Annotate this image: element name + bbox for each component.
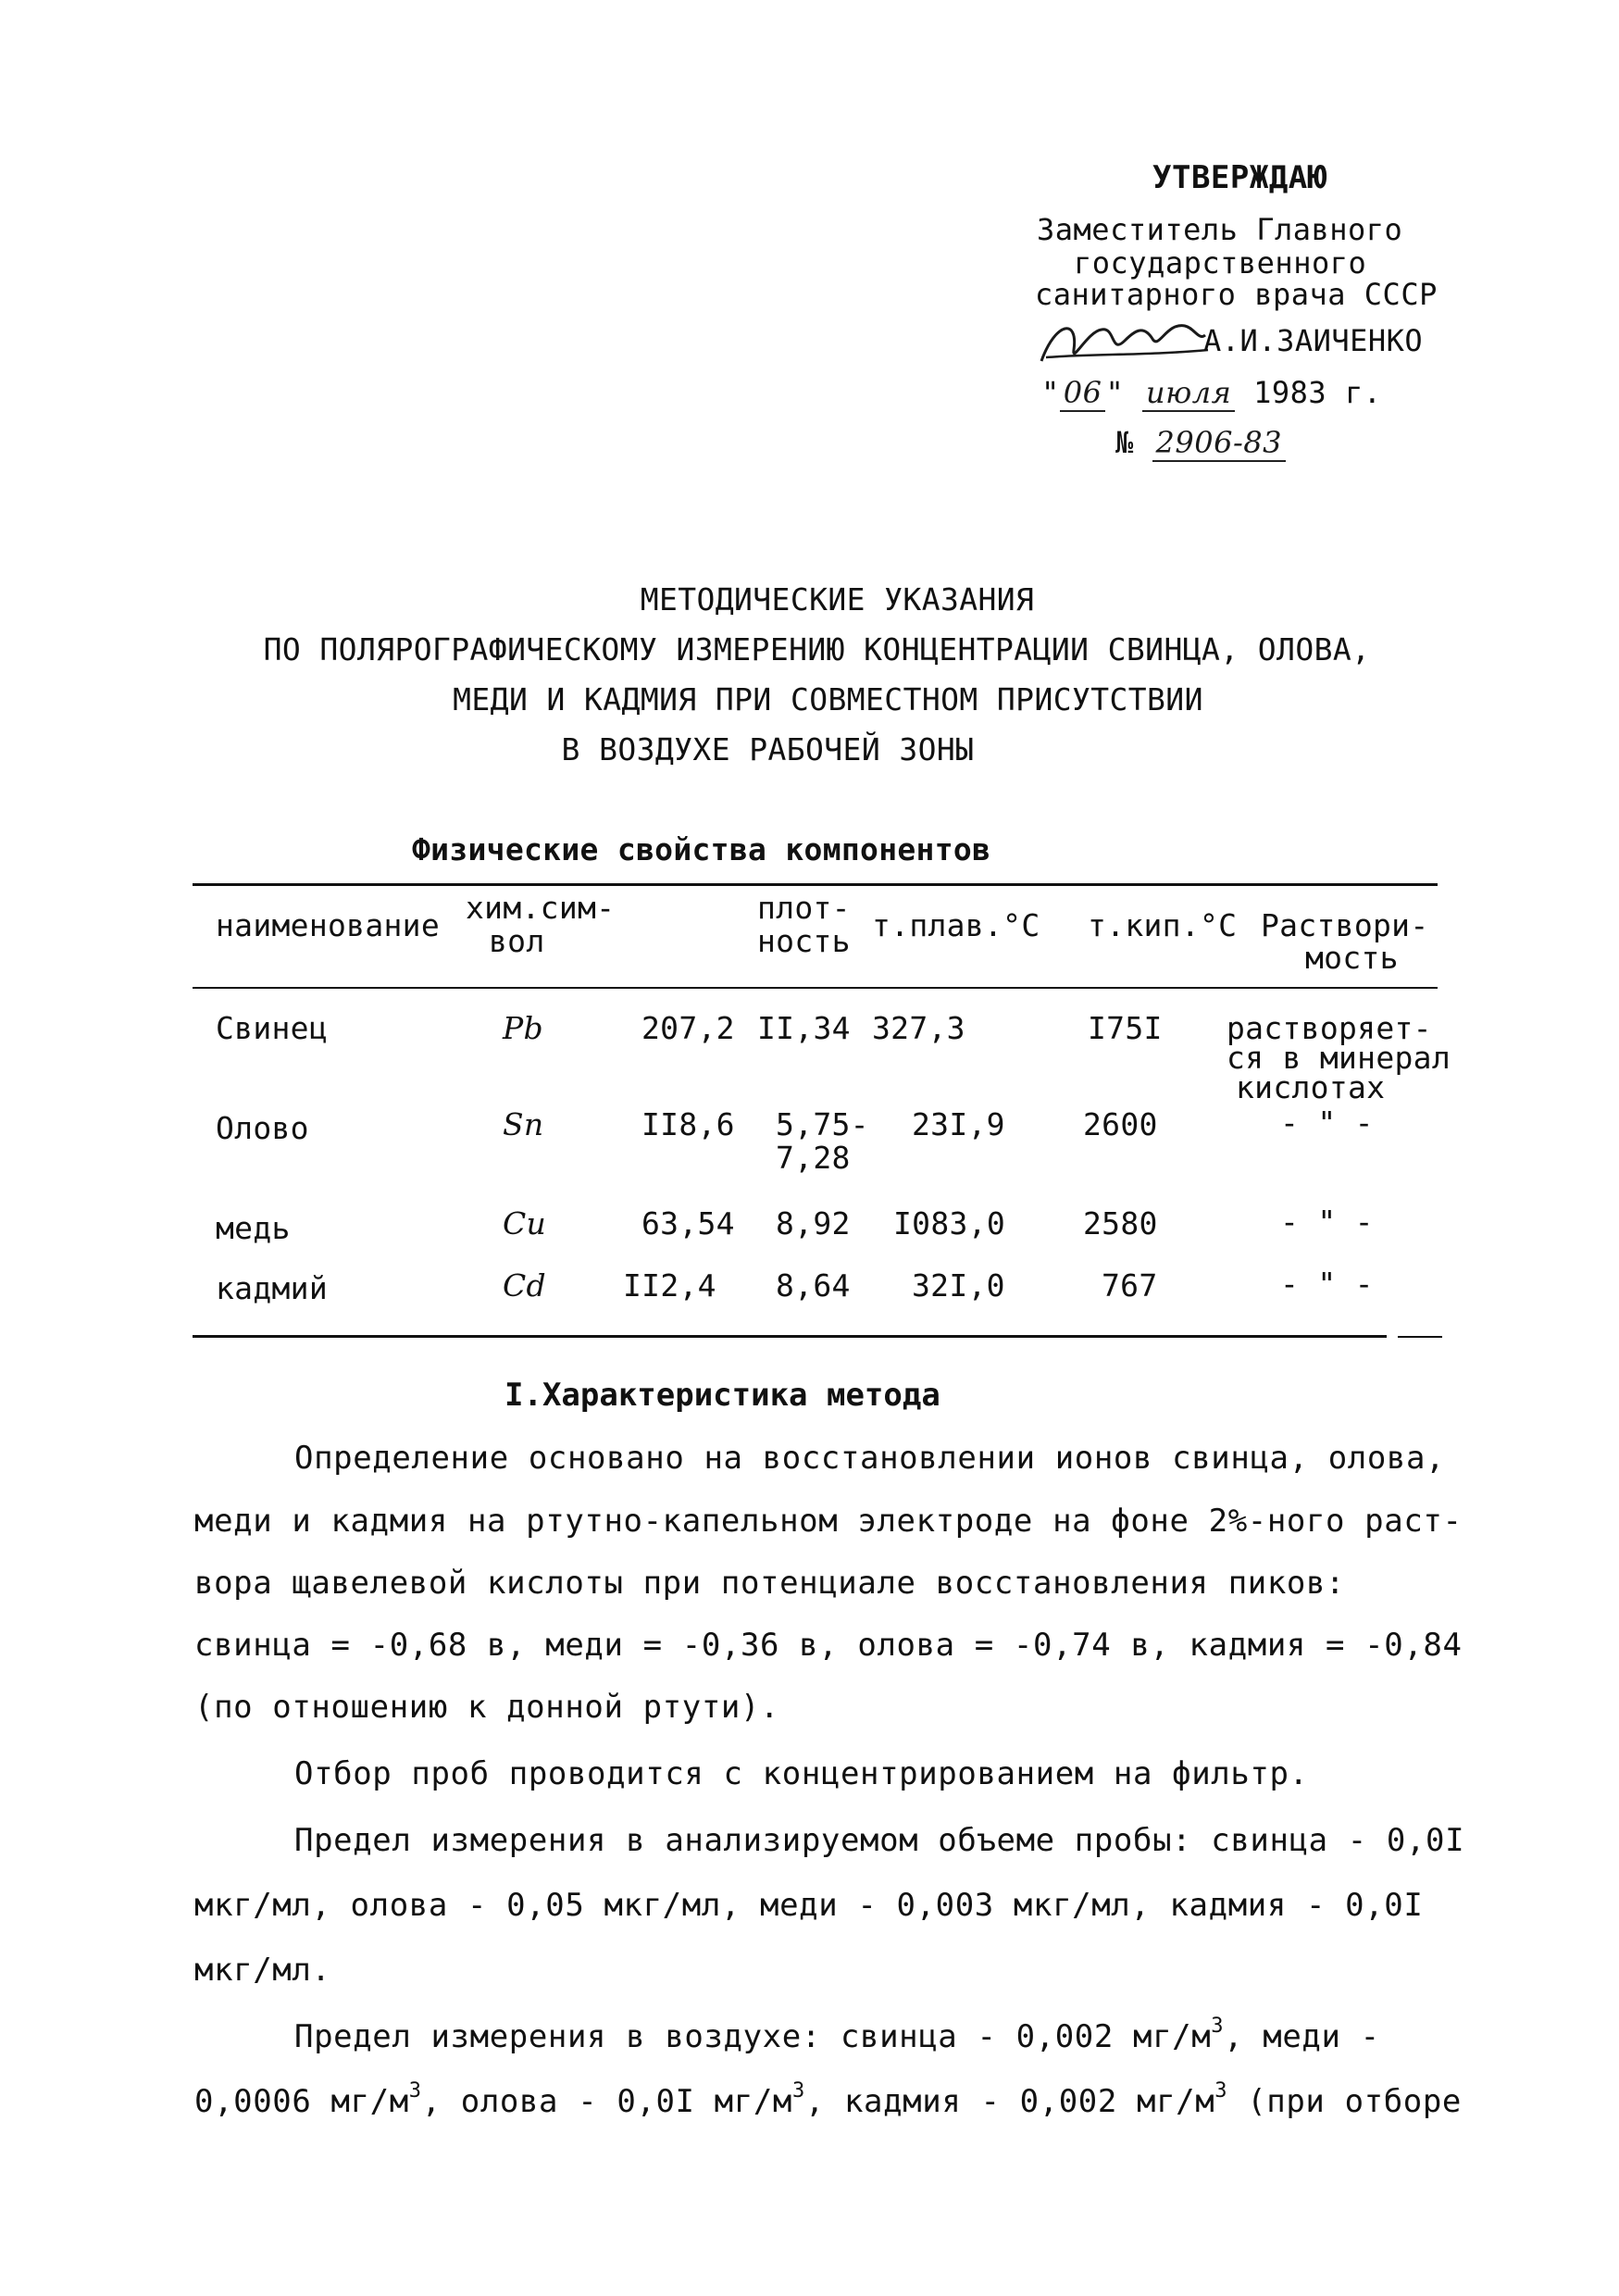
text-segment: , кадмия - 0,002 мг/м xyxy=(804,2083,1215,2120)
paragraph-line: вора щавелевой кислоты при потенциале восстановления пиков: xyxy=(194,1565,1346,1602)
table-row-solubility-1: растворяет- xyxy=(1227,1010,1432,1046)
table-row-density: II,34 xyxy=(757,1010,851,1046)
table-row-solubility: - " - xyxy=(1280,1266,1374,1302)
paragraph-line xyxy=(294,2015,1380,2055)
table-row-boiling: 2580 xyxy=(1083,1205,1158,1242)
table-row-boiling: I75I xyxy=(1088,1010,1163,1046)
paragraph-line: мкг/мл. xyxy=(194,1952,331,1989)
section-heading: I.Характеристика метода xyxy=(504,1377,940,1414)
table-row-mass: 63,54 xyxy=(641,1205,735,1242)
superscript: 3 xyxy=(408,2079,422,2103)
superscript: 3 xyxy=(1211,2015,1225,2038)
superscript: 3 xyxy=(791,2079,805,2103)
header-symbol-2: вол xyxy=(489,923,545,959)
text-segment: , меди - xyxy=(1224,2018,1380,2055)
table-caption: Физические свойства компонентов xyxy=(412,831,991,867)
approval-position-line2: государственного xyxy=(1074,245,1367,281)
paragraph-line xyxy=(194,2079,1462,2120)
approval-date xyxy=(1041,375,1382,410)
approval-position-line3: санитарного врача СССР xyxy=(1035,277,1438,312)
handwritten-signature xyxy=(1037,313,1213,368)
table-row-density: 8,92 xyxy=(776,1205,851,1242)
table-row-solubility-2: ся в минерал xyxy=(1227,1040,1451,1076)
number-value: 2906-83 xyxy=(1152,425,1286,462)
paragraph-line: мкг/мл, олова - 0,05 мкг/мл, меди - 0,003 мкг/мл, кадмия - 0,0I xyxy=(194,1887,1424,1924)
text-segment: (при отборе xyxy=(1227,2083,1462,2120)
table-header-rule xyxy=(193,987,1438,989)
header-melting: т.плав.°C xyxy=(872,907,1040,943)
paragraph-line: Предел измерения в анализируемом объеме пробы: свинца - 0,0I xyxy=(294,1822,1465,1859)
date-day: 06 xyxy=(1060,375,1106,412)
paragraph-line: свинца = -0,68 в, меди = -0,36 в, олова = -0,74 в, кадмия = -0,84 xyxy=(194,1627,1463,1664)
table-row-name: Олово xyxy=(216,1110,309,1146)
table-row-melting: 32I,0 xyxy=(912,1267,1005,1304)
table-row-mass: II8,6 xyxy=(641,1106,735,1142)
approval-number xyxy=(1115,425,1286,460)
header-density-1: плот- xyxy=(757,890,851,926)
table-row-mass: II2,4 xyxy=(623,1267,716,1304)
superscript: 3 xyxy=(1214,2079,1228,2103)
text-segment: , олова - 0,0I мг/м xyxy=(421,2083,792,2120)
header-density-2: ность xyxy=(757,923,851,959)
table-row-name: Свинец xyxy=(216,1010,329,1046)
doc-title-line1: МЕТОДИЧЕСКИЕ УКАЗАНИЯ xyxy=(640,581,1035,618)
table-row-solubility: - " - xyxy=(1280,1104,1374,1141)
approval-title: УТВЕРЖДАЮ xyxy=(1152,159,1327,196)
doc-title-line4: В ВОЗДУХЕ РАБОЧЕЙ ЗОНЫ xyxy=(561,731,975,767)
header-name: наименование xyxy=(216,907,441,943)
approver-name: А.И.ЗАИЧЕНКО xyxy=(1203,323,1424,358)
paragraph-line: (по отношению к донной ртути). xyxy=(194,1689,780,1726)
doc-title-line3: МЕДИ И КАДМИЯ ПРИ СОВМЕСТНОМ ПРИСУТСТВИИ xyxy=(453,681,1203,718)
table-row-melting: 23I,9 xyxy=(912,1106,1005,1142)
approval-position-line1: Заместитель Главного xyxy=(1037,212,1403,247)
text-segment: 0,0006 мг/м xyxy=(194,2083,409,2120)
table-row-solubility-3: кислотах xyxy=(1236,1069,1386,1105)
number-prefix: № xyxy=(1115,425,1134,460)
date-year: 1983 г. xyxy=(1253,375,1382,410)
table-row-mass: 207,2 xyxy=(641,1010,735,1046)
table-row-symbol: Cu xyxy=(503,1205,547,1242)
date-month: июля xyxy=(1142,375,1235,412)
table-row-solubility: - " - xyxy=(1280,1204,1374,1240)
table-row-symbol: Pb xyxy=(503,1010,543,1046)
header-symbol-1: хим.сим- xyxy=(466,890,616,926)
table-row-density: 8,64 xyxy=(776,1267,851,1304)
table-row-symbol: Cd xyxy=(503,1267,546,1304)
table-row-name: медь xyxy=(216,1210,291,1246)
table-row-density-2: 7,28 xyxy=(776,1140,851,1176)
table-row-melting: I083,0 xyxy=(893,1205,1006,1242)
paragraph-line: Отбор проб проводится с концентрированием на фильтр. xyxy=(294,1755,1309,1792)
table-row-name: кадмий xyxy=(216,1270,329,1306)
date-quote-close: " xyxy=(1105,375,1125,410)
table-row-melting: 327,3 xyxy=(872,1010,965,1046)
table-bottom-rule xyxy=(193,1335,1387,1338)
paragraph-line: Определение основано на восстановлении ионов свинца, олова, xyxy=(294,1440,1446,1477)
paragraph-line: меди и кадмия на ртутно-капельном электроде на фоне 2%-ного раст- xyxy=(194,1503,1463,1540)
table-row-boiling: 2600 xyxy=(1083,1106,1158,1142)
table-row-boiling: 767 xyxy=(1102,1267,1158,1304)
header-boiling: т.кип.°C xyxy=(1088,907,1238,943)
doc-title-line2: ПО ПОЛЯРОГРАФИЧЕСКОМУ ИЗМЕРЕНИЮ КОНЦЕНТРАЦИИ СВИНЦА, ОЛОВА, xyxy=(263,631,1371,668)
date-quote-open: " xyxy=(1041,375,1060,410)
table-top-rule xyxy=(193,883,1438,886)
text-segment: Предел измерения в воздухе: свинца - 0,002 мг/м xyxy=(294,2018,1212,2055)
header-solubility-2: мость xyxy=(1305,940,1399,976)
table-bottom-rule-end xyxy=(1398,1336,1442,1338)
table-row-density-1: 5,75- xyxy=(776,1106,869,1142)
header-solubility-1: Раствори- xyxy=(1261,907,1429,943)
table-row-symbol: Sn xyxy=(503,1106,544,1142)
